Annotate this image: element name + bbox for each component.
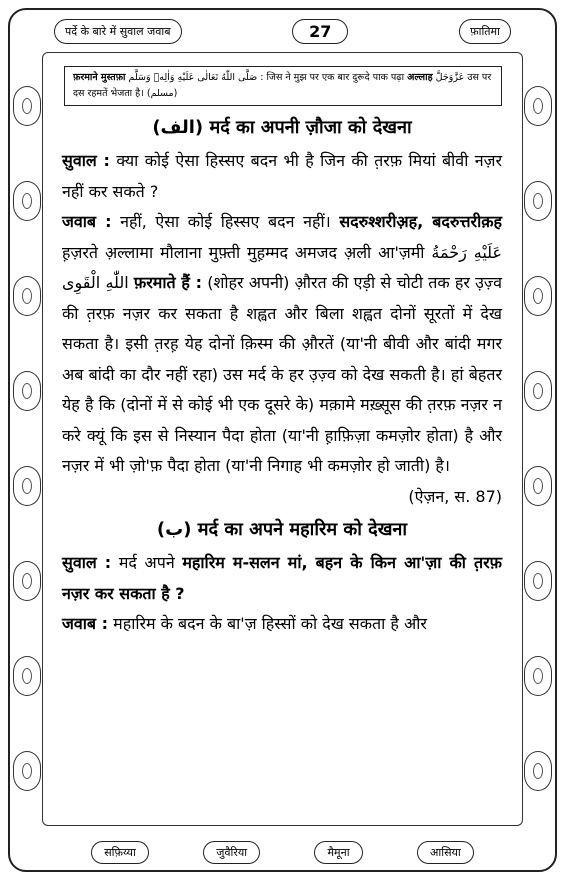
footer-name-3: मैमूना [314, 841, 362, 864]
page-number: 27 [292, 19, 348, 44]
question-text-1: मर्द अपने [118, 553, 175, 572]
notice-allah: अल्लाह [407, 72, 433, 83]
section-a-heading [62, 110, 502, 146]
ornament-medallion-icon [13, 751, 41, 791]
section-b-title: मर्द का अपने महारिम को देखना [197, 519, 408, 540]
ornament-medallion-icon [13, 656, 41, 696]
answer-text-2: ह़ज़रते अ़ल्लामा मौलाना मुफ़्ती मुह़म्मद अमजद अ़ली आ'ज़मी [62, 242, 425, 262]
header-name-right: फ़ातिमा [459, 19, 511, 44]
ornament-medallion-icon [524, 276, 552, 316]
ornament-medallion-icon [524, 466, 552, 506]
answer-text-4: (शोहर अपनी) औ़रत की एड़ी से चोटी तक हर उ़ज़्व की त़रफ़ नज़र कर सकता है शह्वत और बिला शह्वत दोनों सूरतों में देख सकता है। इसी त़रह़ येह दोनों क़िस्म की औ़रतें (या'नी बीवी और बांदी मगर अब बांदी का दौर नहीं रहा) उस मर्द के हर उ़ज़्व को देख सकती है। हां बेहतर येह है कि (दोनों में से कोई भी एक दूसरे के) मक़ामे मख़्सूस की त़रफ़ नज़र न करे क्यूं कि इस से निस्यान पैदा होता (या'नी ह़ाफ़िज़ा कमज़ोर होता) है और नज़र में भी ज़ो'फ़ पैदा होता (या'नी निगाह भी कमज़ोर हो जाती) है। [62, 273, 502, 475]
hadith-notice [64, 66, 502, 106]
section-b-mark: (ب) [156, 519, 192, 540]
ornament-medallion-icon [13, 86, 41, 126]
ornament-medallion-icon [524, 561, 552, 601]
notice-arabic-2: عَزَّوَجَلَّ [435, 72, 465, 83]
footer-name-2: जुवैरिया [203, 841, 260, 864]
ornament-medallion-icon [524, 371, 552, 411]
answer-text-3: फ़रमाते हैं : [133, 273, 202, 292]
ornament-medallion-icon [13, 276, 41, 316]
ornament-medallion-icon [13, 371, 41, 411]
notice-text-1: : जिस ने मुझ पर एक बार दुरूदे पाक पढ़ा [260, 72, 405, 83]
footer-name-1: सफ़िय्या [91, 841, 149, 864]
ornament-medallion-icon [524, 751, 552, 791]
book-title: पर्दे के बारे में सुवाल जवाब [54, 19, 182, 44]
answer-a [62, 207, 503, 506]
question-label: सुवाल : [62, 553, 112, 572]
ornament-medallion-icon [13, 561, 41, 601]
question-a [62, 146, 502, 207]
ornament-medallion-icon [13, 181, 41, 221]
ornament-medallion-icon [13, 466, 41, 506]
ornament-medallion-icon [524, 656, 552, 696]
notice-text-2: उस पर दस रहमतें भेजता है। [73, 72, 492, 99]
page-footer [64, 838, 501, 866]
right-ornament-column [521, 58, 555, 818]
question-b [62, 548, 502, 609]
reference: (ऐज़न, स. 87) [408, 486, 502, 506]
notice-source: (مسلم) [146, 88, 178, 99]
ornament-medallion-icon [524, 181, 552, 221]
answer-label: जवाब : [62, 614, 109, 633]
answer-text-1: नहीं, ऐसा कोई हिस्सए बदन नहीं। [120, 212, 331, 231]
question-bold: महारिम म-सलन मां, बहन के किन आ'ज़ा की त़रफ़ नज़र कर सकता है ? [62, 553, 502, 603]
footer-name-4: आसिया [417, 841, 474, 864]
notice-arabic: صَلَّى اللّٰهُ تَعَالٰى عَلَيْهِ وَاٰلِهٖ وَسَلَّم [128, 72, 258, 83]
page-content [62, 110, 502, 640]
notice-label: फ़रमाने मुस्तफ़ा [73, 72, 126, 83]
section-b-heading [62, 512, 502, 548]
question-text: क्या कोई ऐसा हिस्सए बदन भी है जिन की त़रफ़ मियां बीवी नज़र नहीं कर सकते ? [62, 151, 502, 201]
answer-arabic: عَلَیْهِ رَحْمَةُ اللّٰهِ الْقَوِی [62, 242, 503, 292]
ornament-medallion-icon [524, 86, 552, 126]
answer-text: महारिम के बदन के बा'ज़ हिस्सों को देख सकता है और [113, 614, 427, 633]
question-label: सुवाल : [62, 151, 110, 170]
left-ornament-column [10, 58, 44, 818]
answer-label: जवाब : [62, 212, 112, 231]
section-a-title: मर्द का अपनी ज़ौजा को देखना [209, 117, 412, 138]
answer-bold-1: सदरुश्शरीअ़ह, बदरुत्तरीक़ह [339, 212, 502, 231]
answer-b [62, 609, 502, 640]
section-a-mark: (الف) [152, 117, 204, 138]
page-header [54, 14, 511, 48]
